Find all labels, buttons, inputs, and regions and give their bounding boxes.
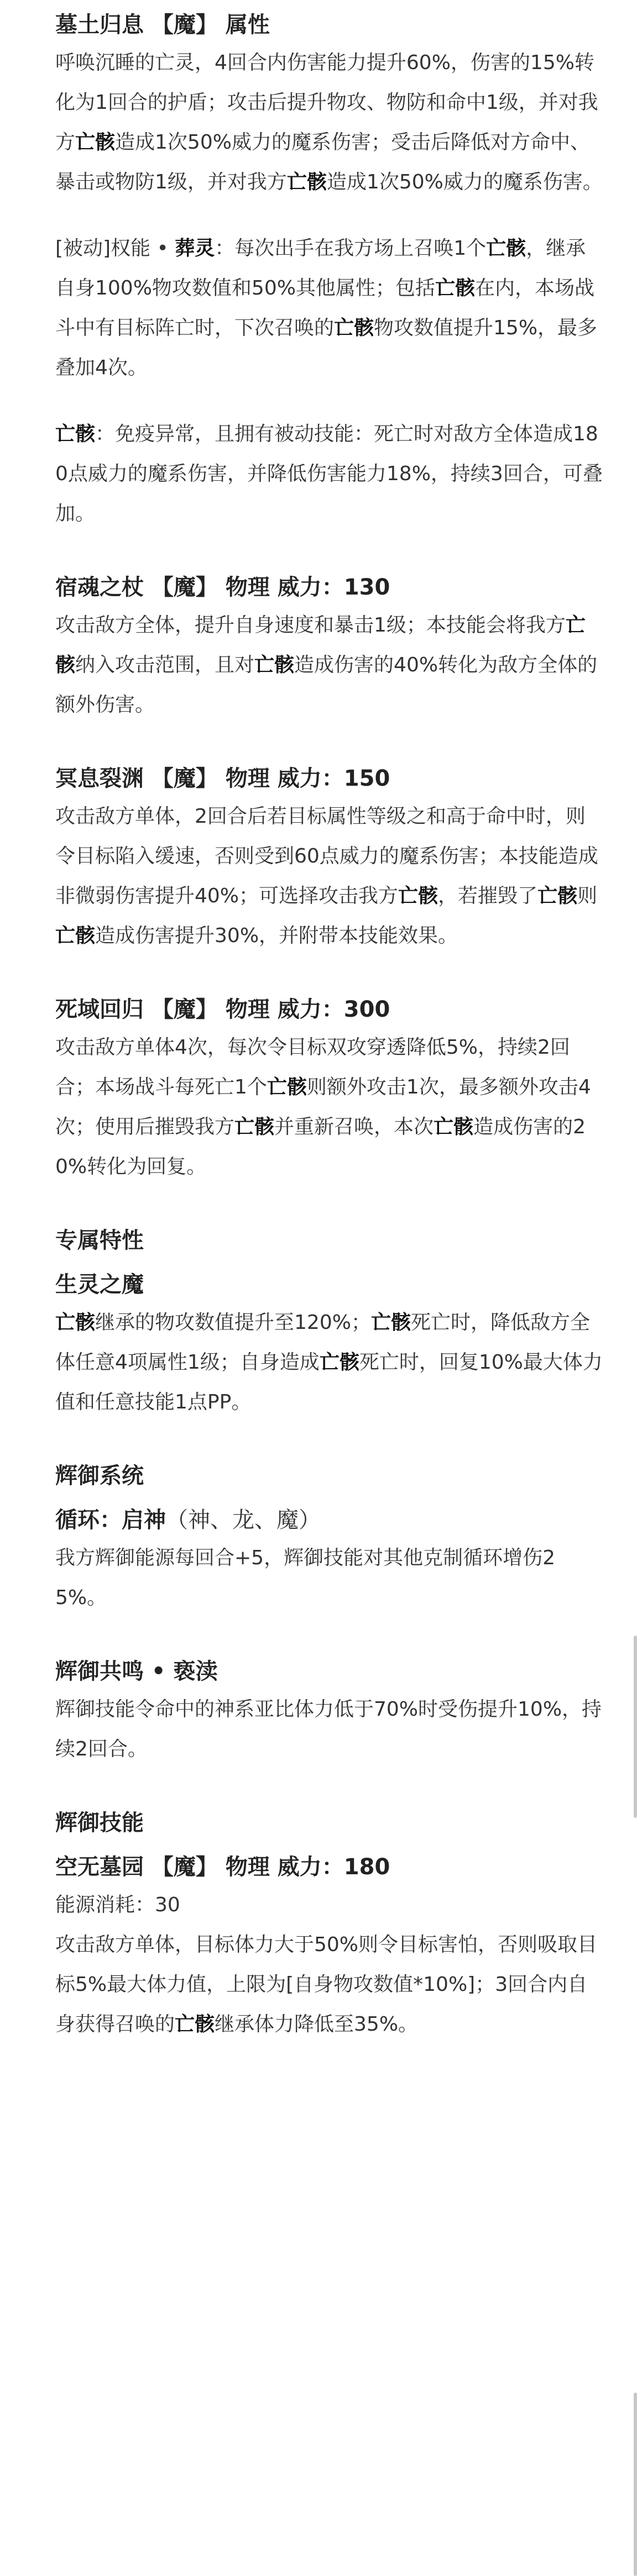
text-run: 纳入攻击范围，且对 <box>75 654 255 676</box>
section-heading: 专属特性 <box>55 1228 144 1253</box>
text-run: 在内，本场战斗中有目标阵亡时，下次召唤的 <box>55 277 594 339</box>
skill-title: 宿魂之杖 【魔】 物理 威力：130 <box>55 575 390 600</box>
skill-description <box>55 1925 603 2044</box>
text-run: 则额外攻击1次，最多额外攻击4次；使用后摧毁我方 <box>55 1076 591 1138</box>
section-heading: 辉御系统 <box>55 1463 144 1489</box>
cycle-types: （神、龙、魔） <box>166 1507 321 1533</box>
skill-section-siyu <box>55 996 603 1187</box>
text-run: 死亡时，回复10%最大体力值和任意技能1点PP。 <box>55 1351 603 1413</box>
cycle-title <box>55 1506 603 1534</box>
text-run: ：免疫异常，且拥有被动技能：死亡时对敌方全体造成180点威力的魔系伤害，并降低伤害能力18%，持续3回合，可叠加。 <box>55 423 603 525</box>
keyword-wanghai: 亡骸 <box>175 2013 215 2036</box>
keyword-wanghai: 亡骸 <box>286 171 327 193</box>
resonance-description <box>55 1690 603 1769</box>
skill-section-mingxi <box>55 765 603 956</box>
keyword-wanghai: 亡骸 <box>319 1351 359 1374</box>
text-run: 死亡时，降低敌方全体任意4项属性1级；自身造成 <box>55 1311 590 1374</box>
skill-section-muturgui <box>55 11 603 534</box>
text-run: 呼唤沉睡的亡灵，4回合内伤害能力提升60%，伤害的15%转化为1回合的护盾；攻击后提升物攻、物防和命中1级，并对我方 <box>55 51 598 154</box>
keyword-wanghai: 葬灵 <box>175 237 215 260</box>
text-run: 物攻数值提升15%，最多叠加4次。 <box>55 317 598 379</box>
text-run: 造成1次50%威力的魔系伤害。 <box>326 171 603 193</box>
resonance-title: 辉御共鸣 • 亵渎 <box>55 1659 218 1684</box>
keyword-wanghai: 亡骸 <box>334 317 374 339</box>
keyword-wanghai: 亡骸 <box>398 885 438 907</box>
keyword-wanghai: 亡骸 <box>75 131 116 154</box>
text-run: 则 <box>577 885 598 907</box>
text-run: 造成伤害的20%转化为回复。 <box>55 1116 586 1178</box>
keyword-wanghai: 亡骸 <box>537 885 578 907</box>
text-run: 造成1次50%威力的魔系伤害；受击后降低对方命中、暴击或物防1级，并对我方 <box>55 131 590 193</box>
skill-title: 冥息裂渊 【魔】 物理 威力：150 <box>55 766 390 791</box>
section-heading: 辉御技能 <box>55 1810 144 1836</box>
text-run: 继承的物攻数值提升至120%； <box>95 1311 371 1334</box>
energy-cost: 能源消耗：30 <box>55 1894 180 1916</box>
keyword-wanghai: 亡骸 <box>234 1116 275 1138</box>
skill-description <box>55 797 603 956</box>
text-run: 造成伤害的40%转化为敌方全体的额外伤害。 <box>55 654 598 716</box>
skill-section-suhun <box>55 574 603 725</box>
skill-title: 死域回归 【魔】 物理 威力：300 <box>55 997 390 1022</box>
text-run: 辉御技能令命中的神系亚比体力低于70%时受伤提升10%，持续2回合。 <box>55 1698 602 1760</box>
text-run: 继承体力降低至35%。 <box>215 2013 419 2036</box>
text-run: 造成伤害提升30%，并附带本技能效果。 <box>95 924 458 947</box>
text-run: ，若摧毁了 <box>438 885 538 907</box>
text-run: 我方辉御能源每回合+5，辉御技能对其他克制循环增伤25%。 <box>55 1547 555 1609</box>
huiyu-resonance-section <box>55 1658 603 1769</box>
keyword-wanghai: 亡骸 <box>55 1311 96 1334</box>
text-run: ：每次出手在我方场上召唤1个 <box>215 237 487 260</box>
keyword-wanghai: 亡骸 <box>267 1076 307 1098</box>
huiyu-system-section <box>55 1462 603 1618</box>
scrollbar-thumb[interactable] <box>634 1636 637 1818</box>
keyword-wanghai: 亡骸 <box>254 654 295 676</box>
trait-description <box>55 1303 603 1422</box>
keyword-wanghai: 亡骸 <box>55 614 586 676</box>
trait-title: 生灵之魔 <box>55 1272 144 1297</box>
keyword-wanghai: 亡骸 <box>435 277 475 299</box>
wanghai-description <box>55 414 603 534</box>
keyword-wanghai: 亡骸 <box>486 237 526 260</box>
skill-document <box>55 11 603 2044</box>
skill-description <box>55 43 603 202</box>
passive-description <box>55 229 603 388</box>
cycle-name: 循环：启神 <box>55 1507 166 1533</box>
text-run: 攻击敌方全体，提升自身速度和暴击1级；本技能会将我方 <box>55 614 566 637</box>
skill-title: 墓土归息 【魔】 属性 <box>55 12 270 38</box>
text-run: 攻击敌方单体，2回合后若目标属性等级之和高于命中时，则令目标陷入缓速，否则受到60点威力的魔系伤害；本技能造成非微弱伤害提升40%；可选择攻击我方 <box>55 805 598 907</box>
text-run: 攻击敌方单体4次，每次令目标双攻穿透降低5%，持续2回合；本场战斗每死亡1个 <box>55 1036 570 1098</box>
huiyu-skill-section <box>55 1809 603 2044</box>
skill-title: 空无墓园 【魔】 物理 威力：180 <box>55 1854 390 1880</box>
exclusive-trait-section <box>55 1227 603 1422</box>
keyword-wanghai: 亡骸 <box>55 924 96 947</box>
skill-description <box>55 1028 603 1187</box>
cycle-description <box>55 1538 603 1618</box>
text-run: [被动]权能 • <box>55 237 175 260</box>
keyword-wanghai: 亡骸 <box>370 1311 411 1334</box>
text-run: ，继承自身100%物攻数值和50%其他属性；包括 <box>55 237 586 299</box>
keyword-wanghai: 亡骸 <box>55 423 96 445</box>
text-run: 并重新召唤，本次 <box>274 1116 434 1138</box>
scrollbar-thumb[interactable] <box>634 2393 637 2576</box>
text-run: 攻击敌方单体，目标体力大于50%则令目标害怕，否则吸取目标5%最大体力值，上限为[自身物攻数值*10%]；3回合内自身获得召唤的 <box>55 1933 598 2036</box>
skill-description <box>55 606 603 725</box>
keyword-wanghai: 亡骸 <box>434 1116 474 1138</box>
